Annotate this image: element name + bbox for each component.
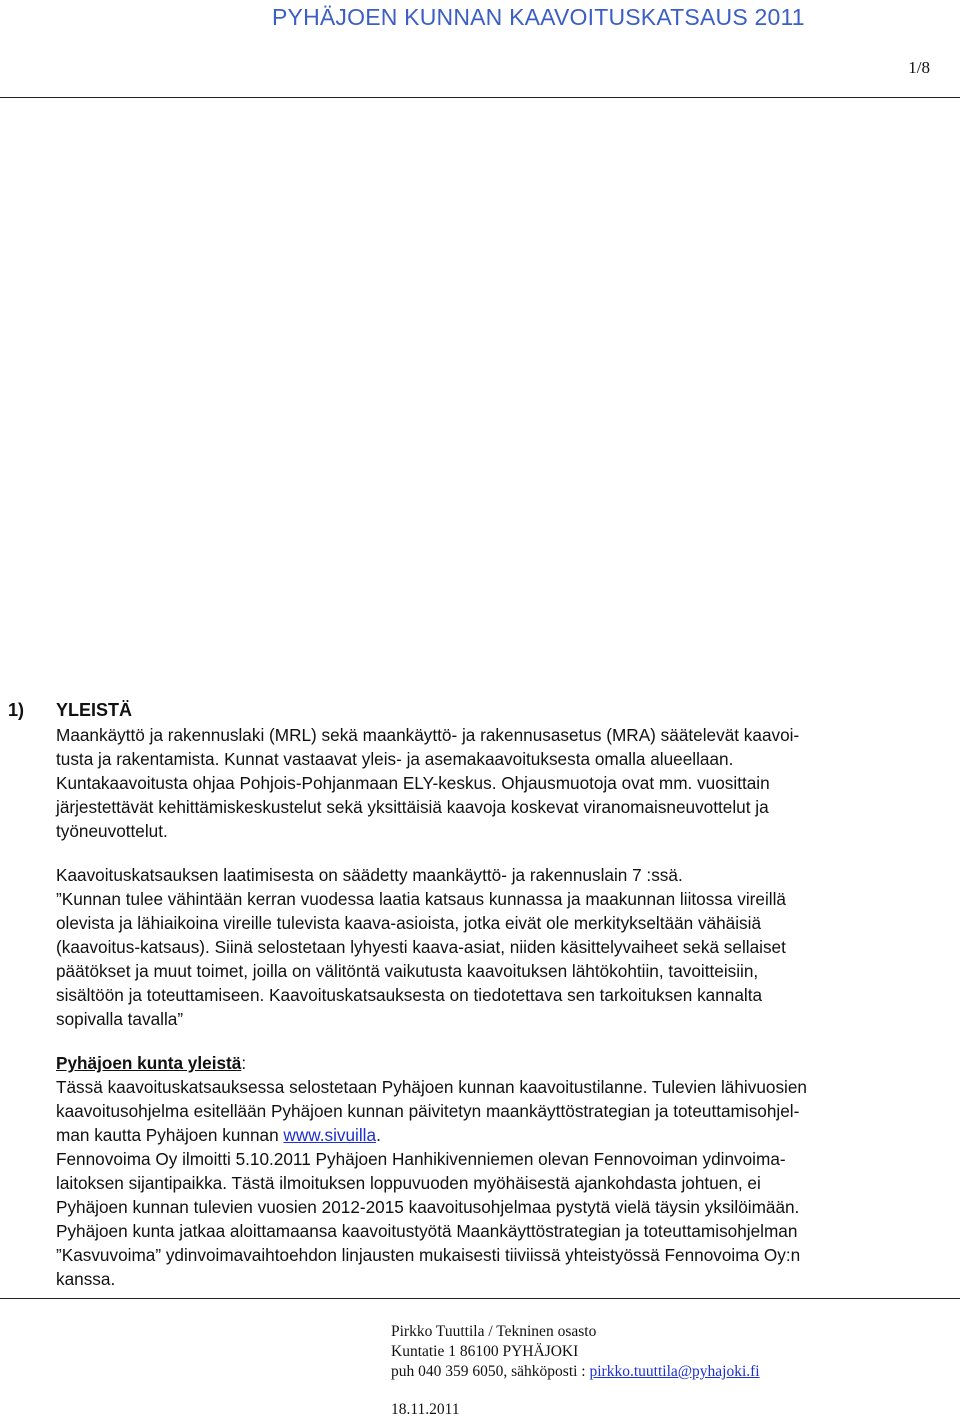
text-line: Fennovoima Oy ilmoitti 5.10.2011 Pyhäjoen Hanhikivenniemen olevan Fennovoiman ydinvoima-: [56, 1149, 786, 1169]
email-link[interactable]: pirkko.tuuttila@pyhajoki.fi: [589, 1363, 760, 1380]
section-title: YLEISTÄ: [56, 700, 133, 720]
text-line: laitoksen sijantipaikka. Tästä ilmoituksen loppuvuoden myöhäisestä ajankohdasta johtuen, ei: [56, 1173, 761, 1193]
website-link[interactable]: www.sivuilla: [283, 1125, 377, 1145]
text-line: Kaavoituskatsauksen laatimisesta on säädetty maankäyttö- ja rakennuslain 7 :ssä.: [56, 865, 683, 885]
text-line: olevista ja lähiaikoina vireille tulevista kaava-asioista, jotka eivät ole merkitykseltään vähäisiä: [56, 913, 762, 933]
text-line: ”Kunnan tulee vähintään kerran vuodessa laatia katsaus kunnassa ja maakunnan liitossa vireillä: [56, 889, 786, 909]
subheading-colon: :: [241, 1053, 247, 1073]
subheading: [56, 1051, 936, 1075]
text-line: ”Kasvuvoima” ydinvoimavaihtoehdon linjausten mukaisesti tiiviissä yhteistyössä Fennovoima Oy:n: [56, 1245, 801, 1265]
text-line: Pyhäjoen kunnan tulevien vuosien 2012-2015 kaavoitusohjelmaa pystytä vielä täysin yksilöimään.: [56, 1197, 800, 1217]
footer: [391, 1322, 760, 1418]
text-line: työneuvottelut.: [56, 821, 168, 841]
paragraph-intro: [56, 723, 936, 843]
paragraph-fennovoima: [56, 1147, 936, 1291]
footer-contact: [391, 1362, 760, 1382]
paragraph-law-quote: [56, 863, 936, 1031]
footer-author: Pirkko Tuuttila / Tekninen osasto: [391, 1323, 597, 1340]
subheading-text: Pyhäjoen kunta yleistä: [56, 1053, 242, 1073]
footer-phone: puh 040 359 6050, sähköposti :: [391, 1363, 590, 1380]
text-line: (kaavoitus-katsaus). Siinä selostetaan lyhyesti kaava-asiat, niiden käsittelyvaiheet sekä sellaiset: [56, 937, 786, 957]
text-line: [56, 1123, 936, 1147]
text-line: sopivalla tavalla”: [56, 1009, 184, 1029]
text-line: Tässä kaavoituskatsauksessa selostetaan Pyhäjoen kunnan kaavoitustilanne. Tulevien lähivuosien: [56, 1077, 807, 1097]
footer-date: 18.11.2011: [391, 1401, 460, 1418]
text-fragment: man kautta Pyhäjoen kunnan: [56, 1125, 284, 1145]
section-heading: [0, 700, 960, 724]
section-number: 1): [8, 700, 25, 720]
section-body: [56, 723, 936, 1291]
header-divider: [0, 97, 960, 98]
footer-address: Kuntatie 1 86100 PYHÄJOKI: [391, 1343, 579, 1360]
text-line: sisältöön ja toteuttamiseen. Kaavoituskatsauksesta on tiedotettava sen tarkoituksen kannalta: [56, 985, 763, 1005]
text-line: järjestettävät kehittämiskeskustelut sekä yksittäisiä kaavoja koskevat viranomaisneuvottelut ja: [56, 797, 769, 817]
text-line: tusta ja rakentamista. Kunnat vastaavat yleis- ja asemakaavoituksesta omalla alueellaan.: [56, 749, 734, 769]
section-yleista: [0, 700, 960, 724]
text-line: kaavoitusohjelma esitellään Pyhäjoen kunnan päivitetyn maankäyttöstrategian ja toteuttamisohjel-: [56, 1101, 800, 1121]
paragraph-overview: [56, 1075, 936, 1147]
text-line: päätökset ja muut toimet, joilla on välitöntä vaikutusta kaavoituksen lähtökohtiin, tavoitteisiin,: [56, 961, 759, 981]
text-line: kanssa.: [56, 1269, 116, 1289]
text-line: Kuntakaavoitusta ohjaa Pohjois-Pohjanmaan ELY-keskus. Ohjausmuotoja ovat mm. vuosittain: [56, 773, 770, 793]
text-line: Pyhäjoen kunta jatkaa aloittamaansa kaavoitustyötä Maankäyttöstrategian ja toteuttamisohjelman: [56, 1221, 798, 1241]
text-fragment: .: [376, 1125, 381, 1145]
text-line: Maankäyttö ja rakennuslaki (MRL) sekä maankäyttö- ja rakennusasetus (MRA) säätelevät kaavoi-: [56, 725, 800, 745]
footer-divider: [0, 1298, 960, 1299]
page-number: 1/8: [908, 58, 930, 77]
document-title: PYHÄJOEN KUNNAN KAAVOITUSKATSAUS 2011: [272, 4, 805, 30]
